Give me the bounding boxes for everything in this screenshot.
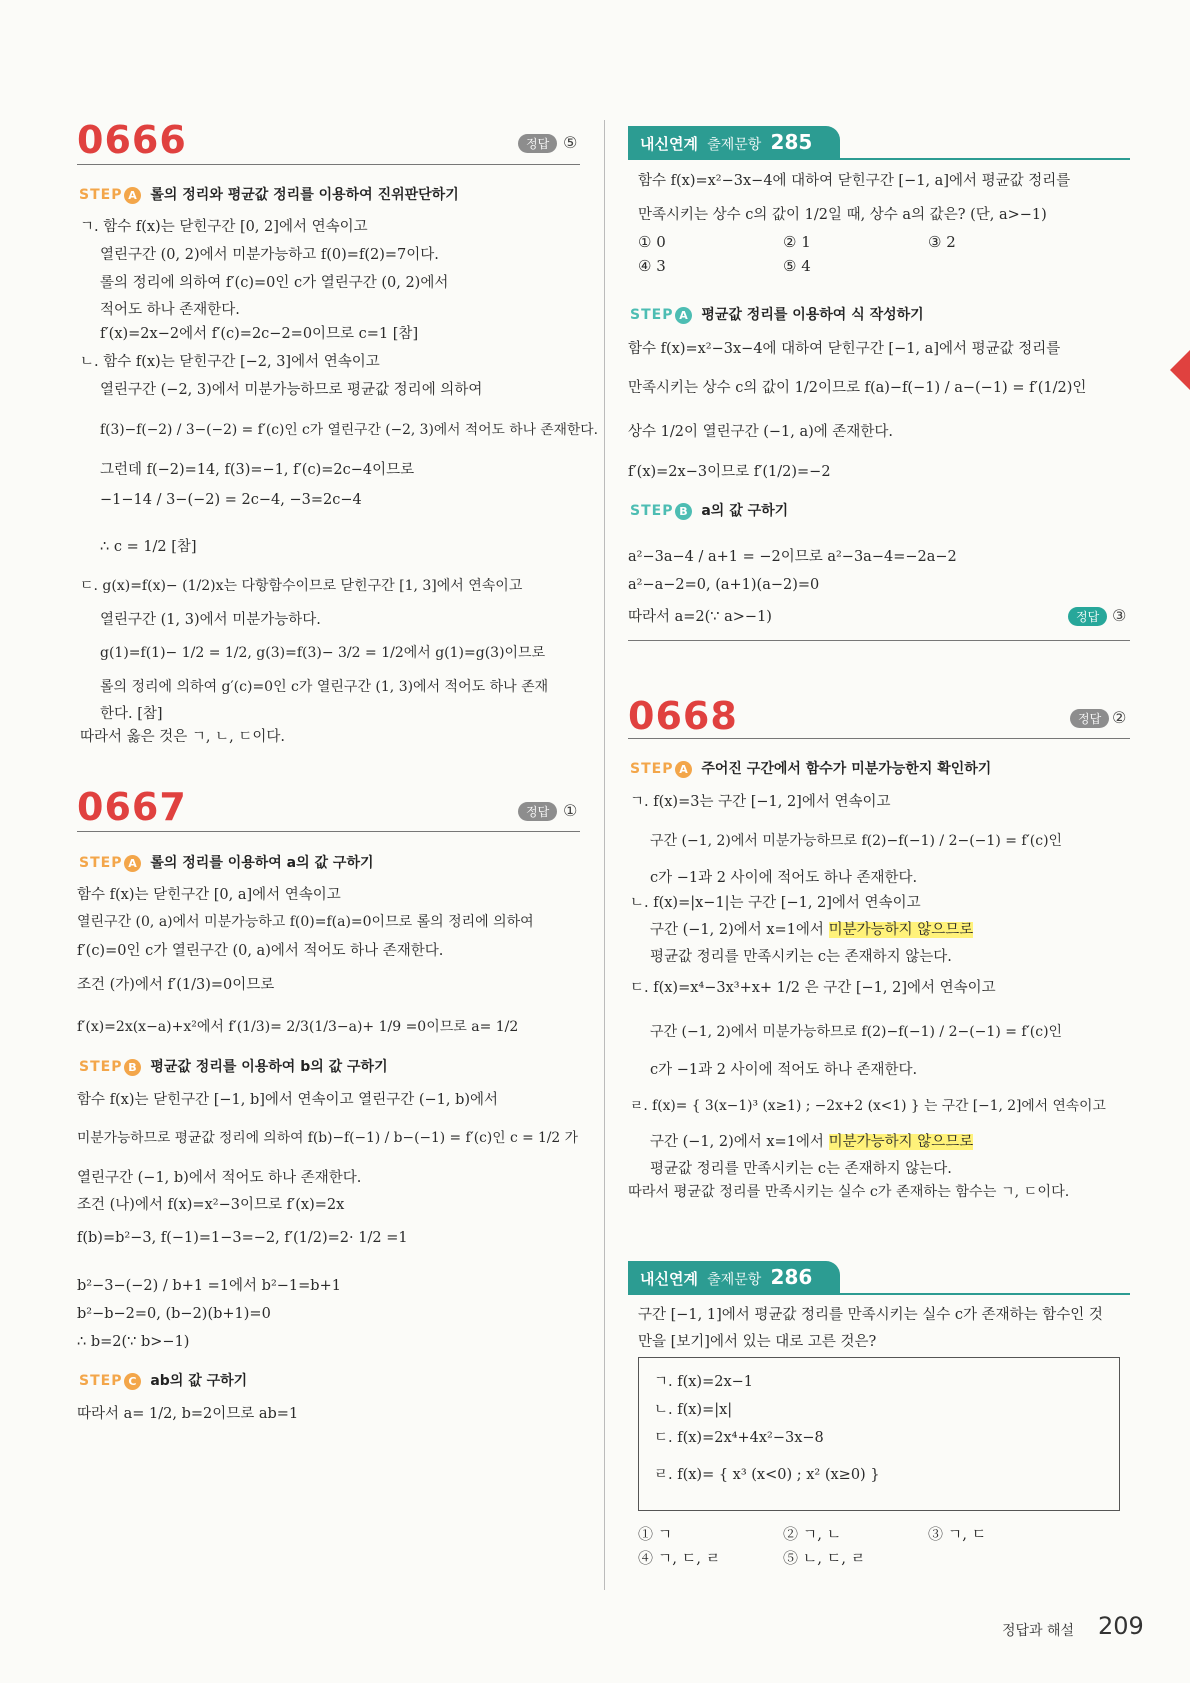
line: 평균값 정리를 만족시키는 c는 존재하지 않는다. [650, 1161, 952, 1177]
line: 따라서 a= 1/2, b=2이므로 ab=1 [77, 1406, 299, 1422]
line: 따라서 a=2(∵ a>−1) [628, 609, 772, 625]
step-label: STEP B [630, 503, 692, 519]
line: 롤의 정리에 의하여 f′(c)=0인 c가 열린구간 (0, 2)에서 [100, 275, 449, 291]
option-3[interactable]: ③ ㄱ, ㄷ [928, 1525, 987, 1543]
line: 열린구간 (0, 2)에서 미분가능하고 f(0)=f(2)=7이다. [100, 247, 439, 263]
answer-badge: 정답 [1070, 709, 1109, 728]
step-heading [630, 500, 788, 520]
answer-value: ② [1112, 708, 1127, 727]
line: 열린구간 (−1, b)에서 적어도 하나 존재한다. [77, 1170, 362, 1186]
step-title: 롤의 정리와 평균값 정리를 이용하여 진위판단하기 [150, 187, 459, 203]
bogi-item: ㄱ. f(x)=2x−1 [654, 1374, 754, 1390]
question-line: 만을 [보기]에서 있는 대로 고른 것은? [638, 1334, 877, 1350]
column-divider [604, 120, 605, 1590]
line: −1−14 / 3−(−2) = 2c−4, −3=2c−4 [100, 492, 362, 508]
step-heading [630, 304, 924, 324]
step-heading [79, 1370, 247, 1390]
step-label: STEP A [630, 761, 692, 777]
line: 열린구간 (0, a)에서 미분가능하고 f(0)=f(a)=0이므로 롤의 정리에 의하여 [77, 914, 534, 930]
option-4[interactable]: ④ ㄱ, ㄷ, ㄹ [638, 1549, 721, 1567]
step-heading [79, 852, 374, 872]
option-1[interactable]: ① ㄱ [638, 1525, 673, 1543]
line: ∴ b=2(∵ b>−1) [77, 1334, 190, 1350]
answer-value: ① [563, 801, 578, 820]
line: b²−b−2=0, (b−2)(b+1)=0 [77, 1306, 271, 1322]
line: 열린구간 (1, 3)에서 미분가능하다. [100, 612, 321, 628]
line: ㄴ. f(x)=|x−1|는 구간 [−1, 2]에서 연속이고 [630, 895, 921, 911]
step-title: 평균값 정리를 이용하여 b의 값 구하기 [150, 1059, 388, 1075]
step-title: 주어진 구간에서 함수가 미분가능한지 확인하기 [701, 761, 992, 777]
line: ㄷ. f(x)=x⁴−3x³+x+ 1/2 은 구간 [−1, 2]에서 연속이고 [630, 980, 996, 996]
bogi-item: ㄷ. f(x)=2x⁴+4x²−3x−8 [654, 1430, 824, 1446]
option-3[interactable]: ③ 2 [928, 233, 956, 251]
divider [628, 640, 1130, 641]
step-label: STEP C [79, 1373, 141, 1389]
option-1[interactable]: ① 0 [638, 233, 666, 251]
highlight: 미분가능하지 않으므로 [828, 922, 974, 938]
line: a²−3a−4 / a+1 = −2이므로 a²−3a−4=−2a−2 [628, 549, 957, 565]
line: 적어도 하나 존재한다. [100, 302, 240, 318]
line: f(3)−f(−2) / 3−(−2) = f′(c)인 c가 열린구간 (−2, 3)에서 적어도 하나 존재한다. [100, 422, 598, 438]
line: b²−3−(−2) / b+1 =1에서 b²−1=b+1 [77, 1278, 341, 1294]
line: 따라서 평균값 정리를 만족시키는 실수 c가 존재하는 함수는 ㄱ, ㄷ이다. [628, 1184, 1070, 1200]
line: 롤의 정리에 의하여 g′(c)=0인 c가 열린구간 (1, 3)에서 적어도 하나 존재 [100, 679, 549, 695]
step-label: STEP A [79, 187, 141, 203]
step-heading [630, 758, 991, 778]
step-label: STEP B [79, 1059, 141, 1075]
step-label: STEP A [630, 307, 692, 323]
line: 함수 f(x)는 닫힌구간 [−1, b]에서 연속이고 열린구간 (−1, b)에서 [77, 1092, 499, 1108]
line: f′(x)=2x−2에서 f′(c)=2c−2=0이므로 c=1 [참] [100, 326, 419, 342]
question-line: 만족시키는 상수 c의 값이 1/2일 때, 상수 a의 값은? (단, a>−1) [638, 207, 1047, 223]
naesin-header-286: 내신연계 출제문항 286 [628, 1261, 840, 1294]
line: 따라서 옳은 것은 ㄱ, ㄴ, ㄷ이다. [80, 729, 285, 745]
line: 함수 f(x)는 닫힌구간 [0, a]에서 연속이고 [77, 887, 341, 903]
answer-badge: 정답 [518, 802, 557, 821]
answer-badge: 정답 [518, 134, 557, 153]
problem-number-0668: 0668 [628, 694, 738, 738]
answer-value: ③ [1112, 606, 1127, 625]
step-title: 평균값 정리를 이용하여 식 작성하기 [701, 307, 924, 323]
naesin-underline [628, 1293, 1130, 1295]
line: g(1)=f(1)− 1/2 = 1/2, g(3)=f(3)− 3/2 = 1/2에서 g(1)=g(3)이므로 [100, 645, 546, 661]
line: 함수 f(x)=x²−3x−4에 대하여 닫힌구간 [−1, a]에서 평균값 정리를 [628, 341, 1061, 357]
bogi-item: ㄴ. f(x)=|x| [654, 1402, 733, 1418]
page-number: 209 [1098, 1612, 1144, 1640]
option-5[interactable]: ⑤ ㄴ, ㄷ, ㄹ [783, 1549, 866, 1567]
bogi-box [638, 1357, 1120, 1511]
footer-label: 정답과 해설 [1002, 1623, 1075, 1639]
line: c가 −1과 2 사이에 적어도 하나 존재한다. [650, 870, 918, 886]
naesin-header-285: 내신연계 출제문항 285 [628, 126, 840, 159]
line: 조건 (나)에서 f(x)=x²−3이므로 f′(x)=2x [77, 1197, 345, 1213]
line: ㄱ. f(x)=3는 구간 [−1, 2]에서 연속이고 [630, 794, 891, 810]
line: 구간 (−1, 2)에서 미분가능하므로 f(2)−f(−1) / 2−(−1) = f′(c)인 [650, 833, 1063, 849]
line: f′(c)=0인 c가 열린구간 (0, a)에서 적어도 하나 존재한다. [77, 943, 444, 959]
option-4[interactable]: ④ 3 [638, 257, 666, 275]
chapter-tab-marker [1170, 350, 1190, 390]
step-title: a의 값 구하기 [701, 503, 789, 519]
line: 만족시키는 상수 c의 값이 1/2이므로 f(a)−f(−1) / a−(−1) = f′(1/2)인 [628, 380, 1087, 396]
option-5[interactable]: ⑤ 4 [783, 257, 811, 275]
line: ㄹ. f(x)= { 3(x−1)³ (x≥1) ; −2x+2 (x<1) } 는 구간 [−1, 2]에서 연속이고 [630, 1098, 1106, 1114]
line: ㄱ. 함수 f(x)는 닫힌구간 [0, 2]에서 연속이고 [80, 219, 368, 235]
line: ㄷ. g(x)=f(x)− (1/2)x는 다항함수이므로 닫힌구간 [1, 3]에서 연속이고 [80, 578, 523, 594]
bogi-item: ㄹ. f(x)= { x³ (x<0) ; x² (x≥0) } [654, 1467, 880, 1483]
problem-number-0667: 0667 [77, 785, 187, 829]
step-heading [79, 1056, 388, 1076]
line: ㄴ. 함수 f(x)는 닫힌구간 [−2, 3]에서 연속이고 [80, 354, 380, 370]
answer-badge: 정답 [1068, 607, 1107, 626]
line: 평균값 정리를 만족시키는 c는 존재하지 않는다. [650, 949, 952, 965]
line: 그런데 f(−2)=14, f(3)=−1, f′(c)=2c−4이므로 [100, 462, 415, 478]
highlight: 미분가능하지 않으므로 [828, 1134, 974, 1150]
line: c가 −1과 2 사이에 적어도 하나 존재한다. [650, 1062, 918, 1078]
line: ∴ c = 1/2 [참] [100, 539, 197, 555]
naesin-underline [628, 158, 1130, 160]
line: 조건 (가)에서 f′(1/3)=0이므로 [77, 977, 275, 993]
step-label: STEP A [79, 855, 141, 871]
line: 구간 (−1, 2)에서 x=1에서 미분가능하지 않으므로 [650, 1134, 974, 1150]
divider [77, 831, 580, 832]
divider [77, 164, 580, 165]
line: 상수 1/2이 열린구간 (−1, a)에 존재한다. [628, 424, 894, 440]
option-2[interactable]: ② ㄱ, ㄴ [783, 1525, 842, 1543]
divider [628, 738, 1130, 739]
line: 구간 (−1, 2)에서 x=1에서 미분가능하지 않으므로 [650, 922, 974, 938]
line: f(b)=b²−3, f(−1)=1−3=−2, f′(1/2)=2· 1/2 =1 [77, 1230, 408, 1246]
option-2[interactable]: ② 1 [783, 233, 811, 251]
question-line: 구간 [−1, 1]에서 평균값 정리를 만족시키는 실수 c가 존재하는 함수인 것 [638, 1307, 1103, 1323]
answer-value: ⑤ [563, 133, 578, 152]
question-line: 함수 f(x)=x²−3x−4에 대하여 닫힌구간 [−1, a]에서 평균값 정리를 [638, 173, 1071, 189]
line: 구간 (−1, 2)에서 미분가능하므로 f(2)−f(−1) / 2−(−1) = f′(c)인 [650, 1024, 1063, 1040]
line: f′(x)=2x(x−a)+x²에서 f′(1/3)= 2/3(1/3−a)+ 1/9 =0이므로 a= 1/2 [77, 1019, 519, 1035]
step-title: 롤의 정리를 이용하여 a의 값 구하기 [150, 855, 374, 871]
line: a²−a−2=0, (a+1)(a−2)=0 [628, 577, 820, 593]
problem-number-0666: 0666 [77, 118, 187, 162]
line: 열린구간 (−2, 3)에서 미분가능하므로 평균값 정리에 의하여 [100, 382, 483, 398]
line: f′(x)=2x−3이므로 f′(1/2)=−2 [628, 464, 831, 480]
line: 미분가능하므로 평균값 정리에 의하여 f(b)−f(−1) / b−(−1) = f′(c)인 c = 1/2 가 [77, 1130, 578, 1146]
step-heading [79, 184, 459, 204]
line: 한다. [참] [100, 706, 163, 722]
step-title: ab의 값 구하기 [150, 1373, 248, 1389]
